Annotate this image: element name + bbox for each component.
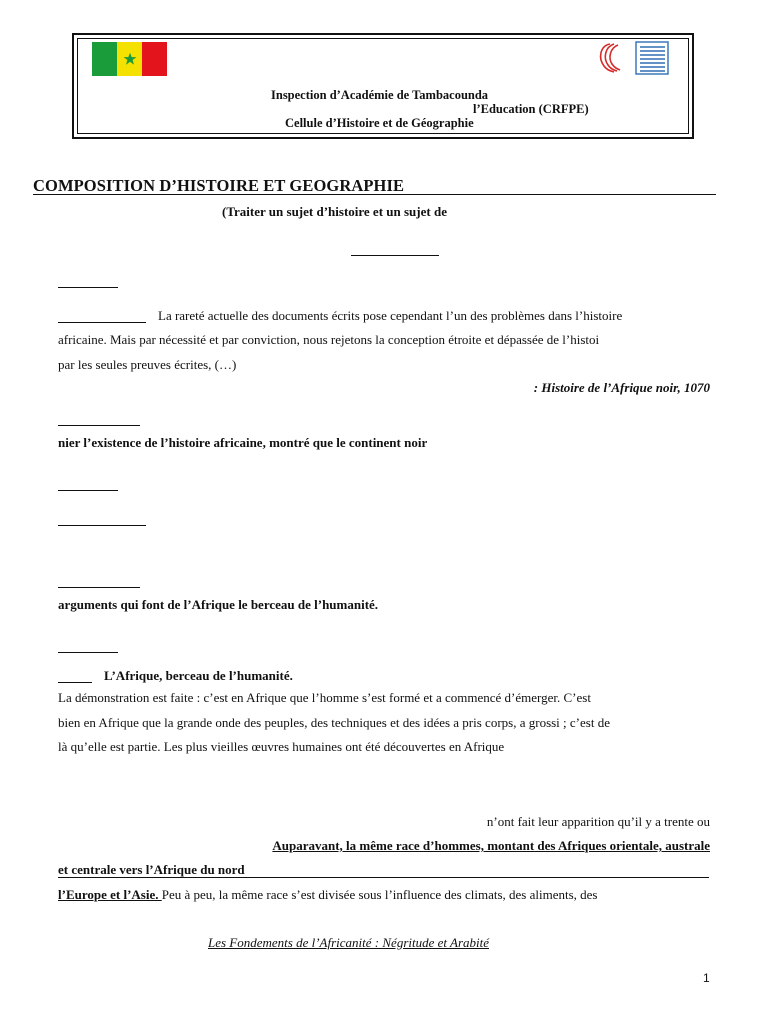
section-heading: L’Afrique, berceau de l’humanité.	[104, 668, 293, 683]
paragraph-3-line-4-rest: Peu à peu, la même race s’est divisée sous l’influence des climats, des aliments, des	[161, 887, 598, 902]
page-number: 1	[703, 971, 710, 985]
question-2: arguments qui font de l’Afrique le berceau de l’humanité.	[58, 597, 379, 612]
paragraph-3-line-1: n’ont fait leur apparition qu’il y a trente ou	[486, 814, 710, 829]
paragraph-1-line-2: africaine. Mais par nécessité et par conviction, nous rejetons la conception étroite et dépassée de l’histoi	[58, 332, 600, 347]
title-underline	[33, 194, 716, 195]
blank-line	[58, 490, 118, 491]
page-title: COMPOSITION D’HISTOIRE ET GEOGRAPHIE	[33, 176, 405, 195]
header-line-2: l’Education (CRFPE)	[473, 102, 589, 116]
question-1: nier l’existence de l’histoire africaine, montré que le continent noir	[58, 435, 428, 450]
paragraph-3-line-2: Auparavant, la même race d’hommes, montant des Afriques orientale, australe	[272, 838, 710, 853]
paragraph-2-line-2: bien en Afrique que la grande onde des peuples, des techniques et des idées a pris corps, a grossi ; c’est de	[58, 715, 610, 730]
source-reference: Les Fondements de l’Africanité : Négritude et Arabité	[208, 935, 490, 950]
paragraph-3-line-3: et centrale vers l’Afrique du nord	[58, 862, 245, 877]
paragraph-1-line-3: par les seules preuves écrites, (…)	[58, 357, 237, 372]
flag-star-icon	[123, 52, 137, 66]
senegal-flag-icon	[92, 42, 167, 76]
blank-line	[351, 255, 439, 256]
paragraph-1-line-1: La rareté actuelle des documents écrits pose cependant l’un des problèmes dans l’histoire	[158, 308, 623, 323]
paragraph-2-line-3: là qu’elle est partie. Les plus vieilles œuvres humaines ont été découvertes en Afrique	[58, 739, 505, 754]
paragraph-3-line-4-bold: l’Europe et l’Asie.	[58, 887, 162, 902]
blank-line	[58, 587, 140, 588]
blank-line	[58, 682, 92, 683]
header-line-1: Inspection d’Académie de Tambacounda	[271, 88, 489, 102]
citation: : Histoire de l’Afrique noir, 1070	[533, 380, 710, 395]
paragraph-2-line-1: La démonstration est faite : c’est en Afrique que l’homme s’est formé et a commencé d’émerger. C’est	[58, 690, 591, 705]
instruction-text: (Traiter un sujet d’histoire et un sujet de	[222, 204, 447, 219]
paragraph-3-underline	[58, 877, 709, 878]
blank-line	[58, 525, 146, 526]
paragraph-3-line-4	[58, 887, 597, 903]
blank-line	[58, 652, 118, 653]
blank-line	[58, 322, 146, 323]
blank-line	[58, 425, 140, 426]
header-line-3: Cellule d’Histoire et de Géographie	[285, 116, 474, 130]
crfpe-logo-icon	[596, 40, 670, 76]
blank-line	[58, 287, 118, 288]
